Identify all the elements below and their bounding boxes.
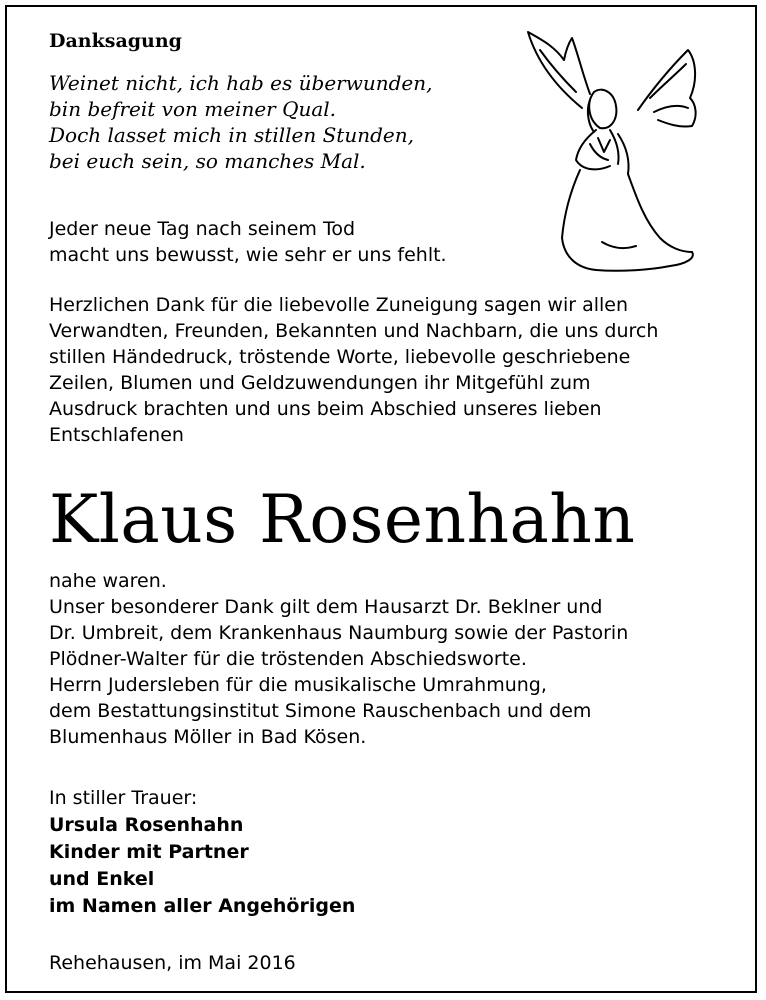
thanks-line: Zeilen, Blumen und Geldzuwendungen ihr Mitgefühl zum <box>49 372 591 394</box>
thanks-line: Unser besonderer Dank gilt dem Hausarzt Dr. Beklner und <box>49 596 603 618</box>
thanks-paragraph <box>49 292 658 448</box>
thanks-line: Entschlafenen <box>49 424 184 446</box>
deceased-name: Klaus Rosenhahn <box>49 481 636 558</box>
thanks-line: Herrn Judersleben für die musikalische Umrahmung, <box>49 674 547 696</box>
praying-angel-icon <box>520 20 710 280</box>
mourner-name: Kinder mit Partner <box>49 841 249 863</box>
poem-line: Weinet nicht, ich hab es überwunden, <box>49 71 433 95</box>
thanks-line: Dr. Umbreit, dem Krankenhaus Naumburg sowie der Pastorin <box>49 622 629 644</box>
mourners-intro: In stiller Trauer: <box>49 787 198 809</box>
thanks-line: dem Bestattungsinstitut Simone Rauschenbach und dem <box>49 700 592 722</box>
mourner-name: Ursula Rosenhahn <box>49 814 244 836</box>
thanks-line: Herzlichen Dank für die liebevolle Zuneigung sagen wir allen <box>49 294 629 316</box>
mourner-name: und Enkel <box>49 868 155 890</box>
poem-line: bin befreit von meiner Qual. <box>49 97 337 121</box>
thanks-continued <box>49 568 628 750</box>
notice-heading: Danksagung <box>49 30 182 52</box>
mourning-line: Jeder neue Tag nach seinem Tod <box>49 218 356 240</box>
mourner-name: im Namen aller Angehörigen <box>49 895 356 917</box>
thanks-line: nahe waren. <box>49 570 167 592</box>
thanks-line: stillen Händedruck, tröstende Worte, liebevolle geschriebene <box>49 346 631 368</box>
thanks-line: Verwandten, Freunden, Bekannten und Nachbarn, die uns durch <box>49 320 659 342</box>
mourners-block <box>49 785 355 920</box>
thanks-line: Ausdruck brachten und uns beim Abschied unseres lieben <box>49 398 602 420</box>
place-date: Rehehausen, im Mai 2016 <box>49 952 296 974</box>
thanks-line: Plödner-Walter für die tröstenden Abschiedsworte. <box>49 648 527 670</box>
poem <box>49 70 432 174</box>
thanks-line: Blumenhaus Möller in Bad Kösen. <box>49 726 367 748</box>
poem-line: bei euch sein, so manches Mal. <box>49 149 366 173</box>
poem-line: Doch lasset mich in stillen Stunden, <box>49 123 414 147</box>
mourning-text <box>49 216 447 268</box>
mourning-line: macht uns bewusst, wie sehr er uns fehlt. <box>49 244 447 266</box>
